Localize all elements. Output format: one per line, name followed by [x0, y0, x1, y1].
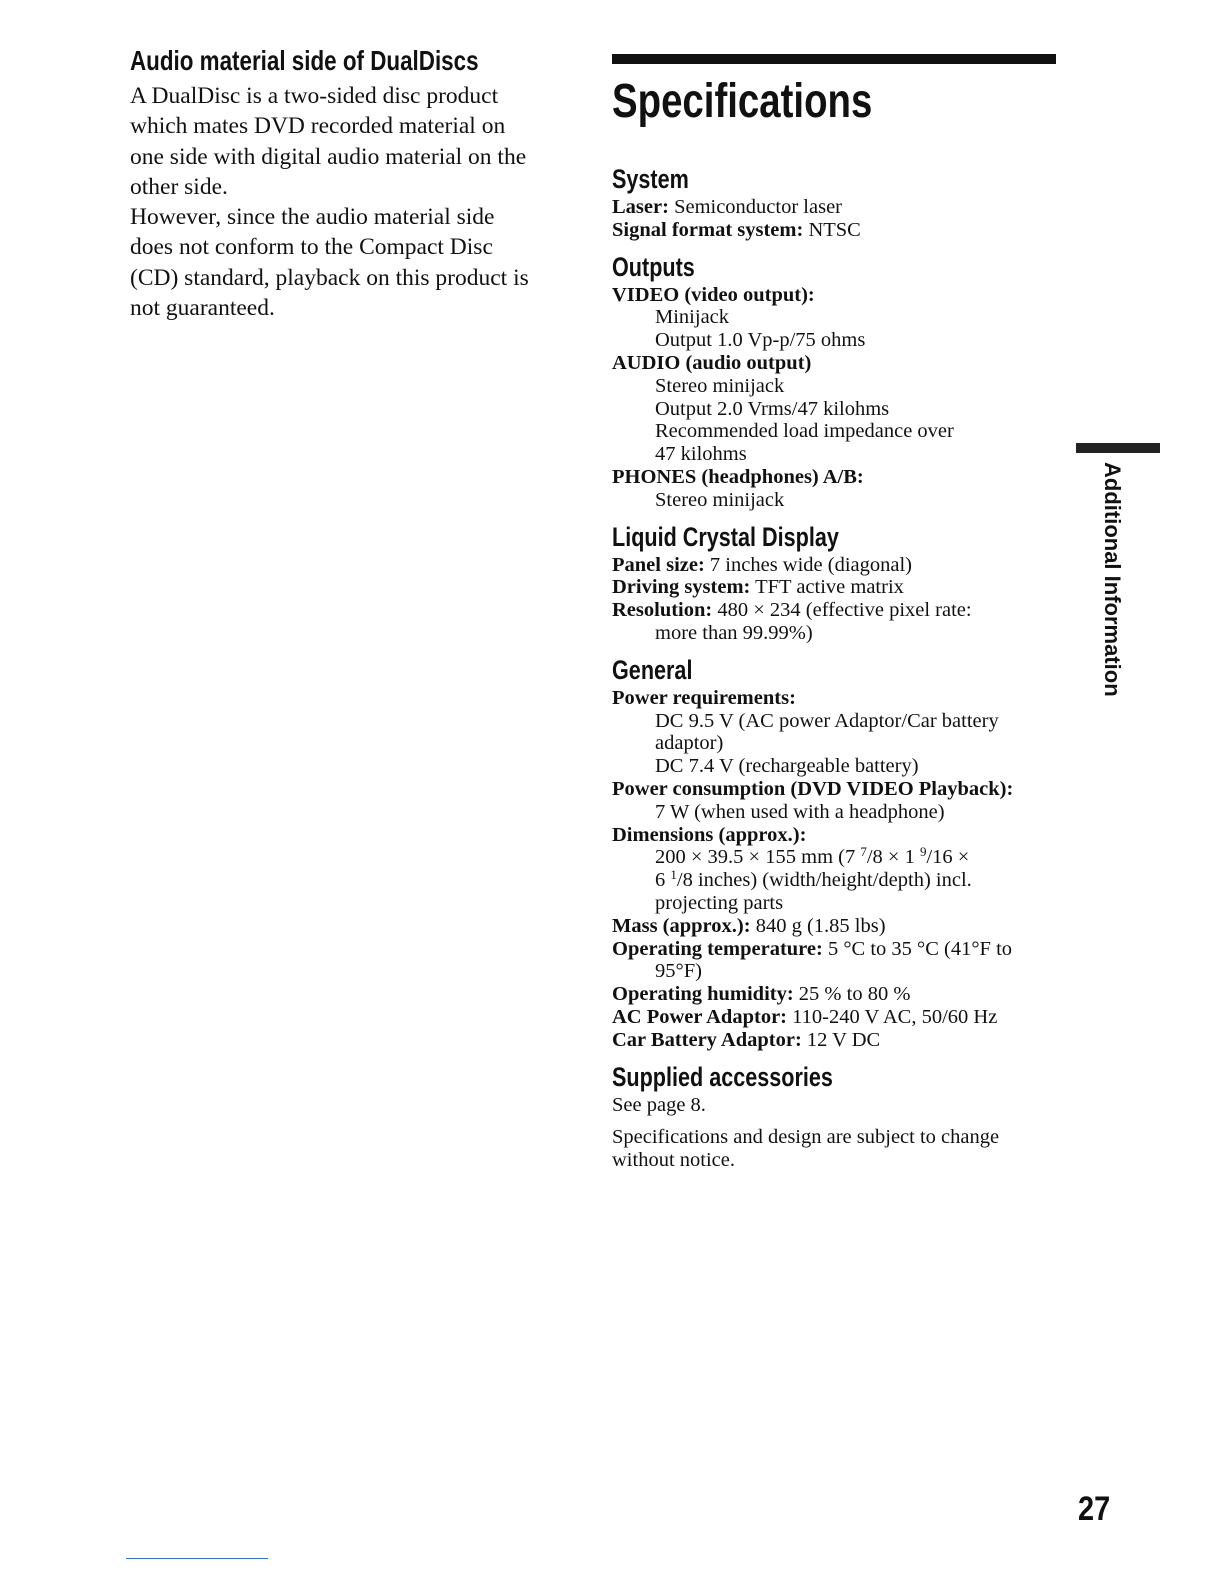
op-temp-value: 5 °C to 35 °C (41°F to [822, 937, 1013, 960]
dualdisc-heading: Audio material side of DualDiscs [130, 45, 479, 76]
general-heading: General [612, 654, 693, 685]
dualdisc-body [130, 81, 580, 323]
video-label: VIDEO (video output): [612, 283, 815, 306]
page-title: Specifications [612, 75, 873, 128]
phones-label: PHONES (headphones) A/B: [612, 465, 864, 488]
driving-spec [612, 576, 1062, 599]
dim-superscript: 7 [860, 844, 867, 860]
dualdisc-line: (CD) standard, playback on this product is [130, 264, 529, 291]
accessories-line: See page 8. [612, 1093, 706, 1116]
audio-line: Stereo minijack [655, 374, 785, 397]
lcd-section [612, 522, 1062, 645]
ac-value: 110-240 V AC, 50/60 Hz [787, 1005, 998, 1028]
power-req-label: Power requirements: [612, 686, 796, 709]
dimensions-line: projecting parts [655, 891, 784, 914]
power-cons-line: 7 W (when used with a headphone) [655, 800, 945, 823]
op-temp-label: Operating temperature: [612, 937, 823, 960]
dualdisc-line: other side. [130, 173, 228, 200]
dualdisc-line: A DualDisc is a two-sided disc product [130, 83, 499, 109]
specifications-section [612, 54, 1062, 1172]
humidity-label: Operating humidity: [612, 983, 794, 1006]
dimensions-label: Dimensions (approx.): [612, 823, 807, 846]
driving-value: TFT active matrix [750, 576, 904, 599]
mass-value: 840 g (1.85 lbs) [750, 914, 886, 937]
power-req-line: DC 9.5 V (AC power Adaptor/Car battery [655, 709, 999, 732]
driving-label: Driving system: [612, 576, 751, 599]
audio-line: Output 2.0 Vrms/47 kilohms [655, 397, 890, 420]
dualdisc-line: one side with digital audio material on the [130, 143, 527, 170]
laser-label: Laser: [612, 196, 669, 218]
op-temp-spec [612, 938, 1062, 961]
ac-adaptor-spec [612, 1006, 1062, 1029]
humidity-value: 25 % to 80 % [793, 983, 911, 1006]
accessories-heading: Supplied accessories [612, 1061, 833, 1092]
signal-spec [612, 219, 1062, 242]
signal-value: NTSC [803, 218, 861, 241]
panel-value: 7 inches wide (diagonal) [704, 553, 913, 576]
accessories-section [612, 1062, 1062, 1117]
car-value: 12 V DC [801, 1028, 881, 1051]
mass-spec [612, 915, 1062, 938]
dualdisc-line: not guaranteed. [130, 295, 275, 322]
resolution-cont: more than 99.99%) [655, 621, 813, 644]
dim-superscript: 1 [670, 867, 677, 883]
op-temp-cont: 95°F) [655, 960, 702, 983]
signal-label: Signal format system: [612, 218, 804, 241]
laser-spec [612, 196, 1062, 219]
audio-line: 47 kilohms [655, 443, 747, 466]
video-line: Output 1.0 Vp-p/75 ohms [655, 329, 866, 352]
side-tab-bar [1076, 443, 1160, 453]
general-section [612, 655, 1062, 1052]
dim-text: /8 × 1 [866, 846, 920, 869]
car-label: Car Battery Adaptor: [612, 1028, 802, 1051]
dualdisc-line: which mates DVD recorded material on [130, 113, 506, 140]
humidity-spec [612, 983, 1062, 1006]
dim-text: 6 [655, 869, 671, 892]
phones-line: Stereo minijack [655, 488, 785, 511]
dim-text: /8 inches) (width/height/depth) incl. [676, 869, 972, 892]
dim-text: /16 × [926, 846, 970, 869]
audio-label: AUDIO (audio output) [612, 351, 812, 374]
bottom-divider [126, 1558, 268, 1559]
dualdisc-line: does not conform to the Compact Disc [130, 234, 493, 261]
ac-label: AC Power Adaptor: [612, 1005, 787, 1028]
notice-line: Specifications and design are subject to change [612, 1126, 1000, 1149]
dimensions-line [612, 846, 1062, 869]
outputs-section [612, 252, 1062, 512]
title-rule [612, 54, 1056, 64]
power-req-line: DC 7.4 V (rechargeable battery) [655, 755, 919, 778]
dualdisc-section [130, 44, 580, 323]
dim-superscript: 9 [919, 844, 927, 860]
power-req-line: adaptor) [655, 732, 724, 755]
mass-label: Mass (approx.): [612, 914, 751, 937]
system-heading: System [612, 164, 689, 194]
side-section-label: Additional Information [1100, 462, 1125, 697]
power-cons-label: Power consumption (DVD VIDEO Playback): [612, 777, 1014, 800]
car-adaptor-spec [612, 1029, 1062, 1052]
change-notice [612, 1126, 1062, 1172]
audio-line: Recommended load impedance over [655, 420, 954, 443]
resolution-value: 480 × 234 (effective pixel rate: [712, 599, 972, 622]
resolution-label: Resolution: [612, 599, 713, 622]
dimensions-line [612, 869, 1062, 892]
panel-label: Panel size: [612, 553, 705, 576]
lcd-heading: Liquid Crystal Display [612, 521, 839, 552]
dualdisc-line: However, since the audio material side [130, 204, 495, 231]
outputs-heading: Outputs [612, 251, 695, 282]
panel-spec [612, 554, 1062, 577]
page-number: 27 [1078, 1490, 1111, 1528]
video-line: Minijack [655, 306, 730, 329]
resolution-spec [612, 599, 1062, 622]
dim-text: 200 × 39.5 × 155 mm (7 [655, 846, 861, 869]
laser-value: Semiconductor laser [668, 196, 842, 218]
system-section [612, 164, 1062, 242]
notice-line: without notice. [612, 1149, 735, 1172]
